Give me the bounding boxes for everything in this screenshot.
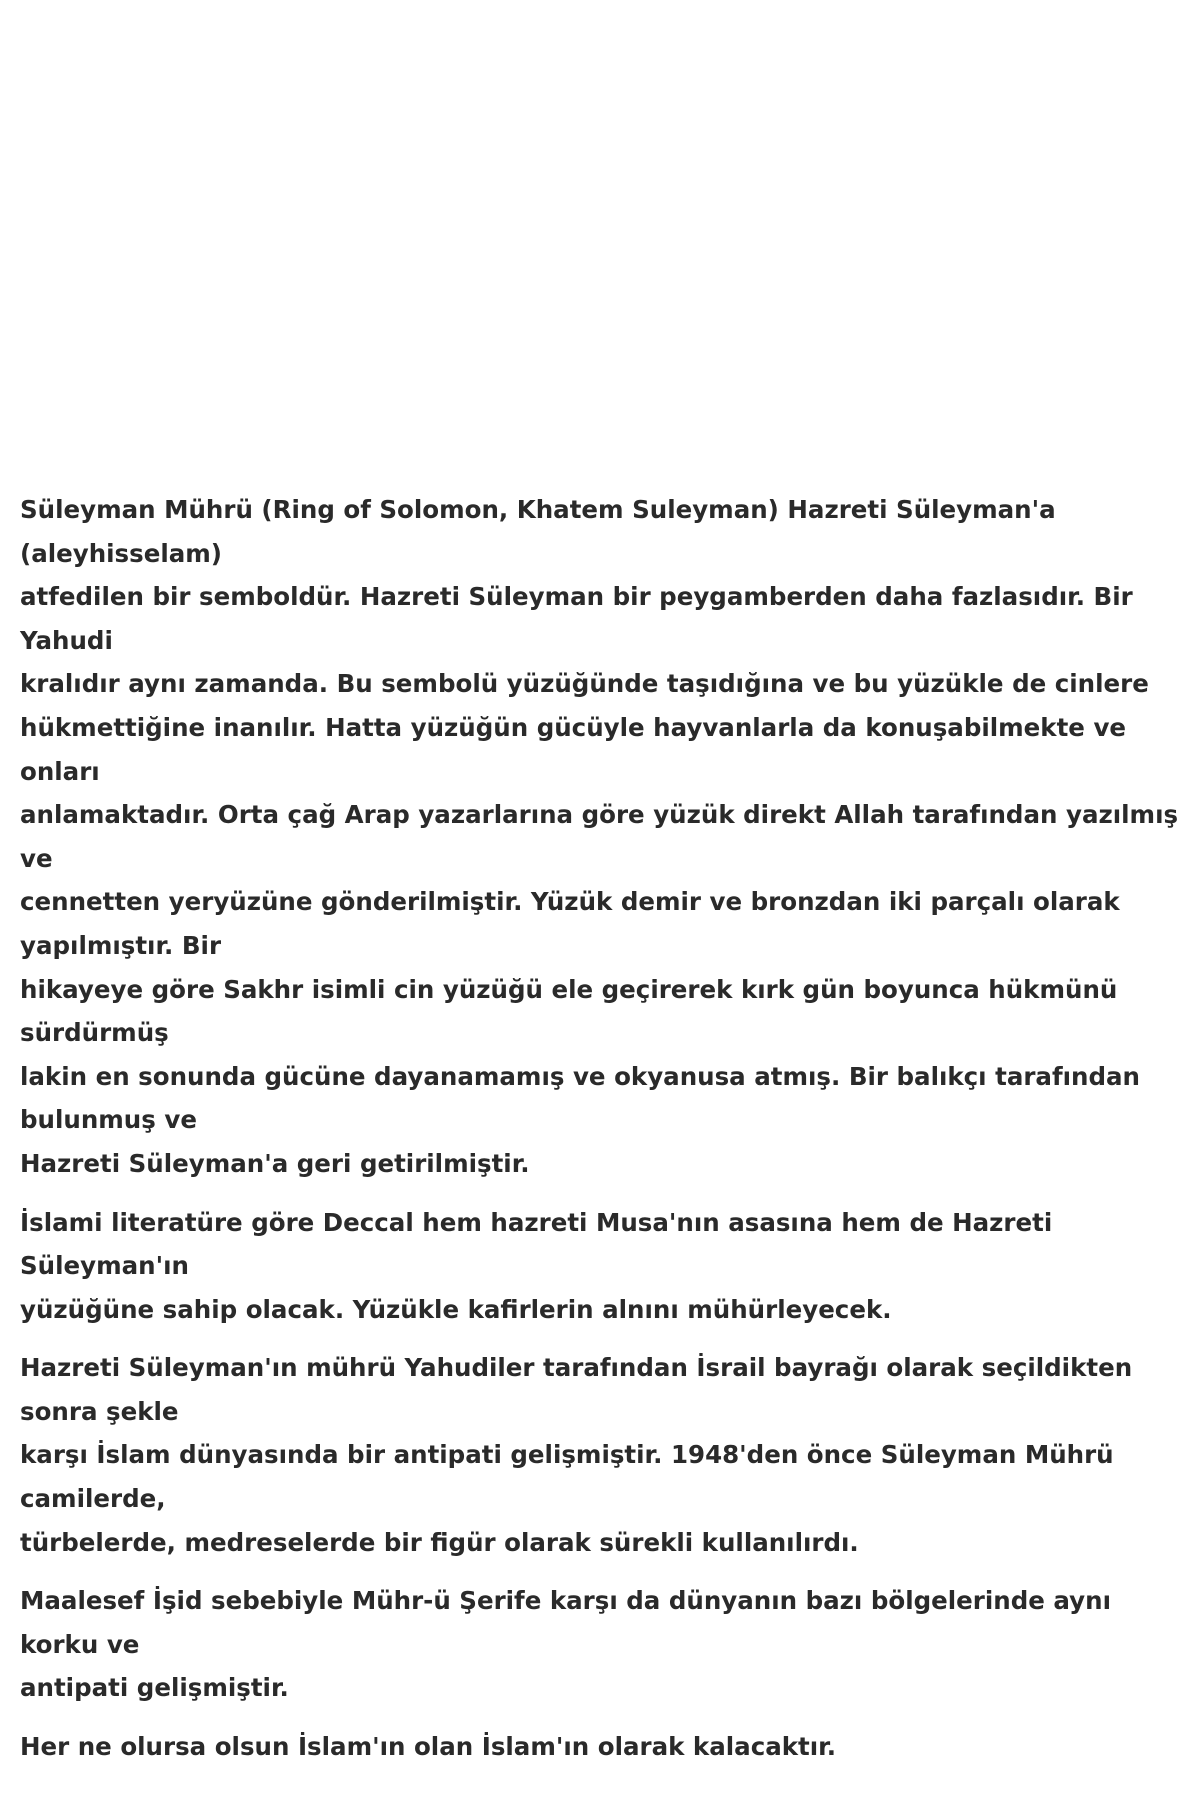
paragraph-conclusion: Her ne olursa olsun İslam'ın olan İslam'ın olarak kalacaktır.: [20, 1732, 837, 1762]
paragraph-israil-bayragi: Hazreti Süleyman'ın mührü Yahudiler tarafından İsrail bayrağı olarak seçildikten sonra şekle karşı İslam dünyasında bir antipati gelişmiştir. 1948'den önce Süleyman Mührü camilerde, türbelerde, medreselerde bir figür olarak sürekli kullanılırdı.: [20, 1353, 1133, 1557]
paragraph-deccal: İslami literatüre göre Deccal hem hazreti Musa'nın asasına hem de Hazreti Süleyman'ın yüzüğüne sahip olacak. Yüzükle kafirlerin alnını mühürleyecek.: [20, 1207, 1053, 1324]
article-body: [20, 488, 1180, 1784]
paragraph-suleyman-muhru: Süleyman Mührü (Ring of Solomon, Khatem Suleyman) Hazreti Süleyman'a (aleyhisselam) atfedilen bir semboldür. Hazreti Süleyman bir peygamberden daha fazlasıdır. Bir Yahudi kralıdır aynı zamanda. Bu sembolü yüzüğünde taşıdığına ve bu yüzükle de cinlere hükmettiğine inanılır. Hatta yüzüğün gücüyle hayvanlarla da konuşabilmekte ve onları anlamaktadır. Orta çağ Arap yazarlarına göre yüzük direkt Allah tarafından yazılmış ve cennetten yeryüzüne gönderilmiştir. Yüzük demir ve bronzdan iki parçalı olarak yapılmıştır. Bir hikayeye göre Sakhr isimli cin yüzüğü ele geçirerek kırk gün boyunca hükmünü sürdürmüş lakin en sonunda gücüne dayanamamış ve okyanusa atmış. Bir balıkçı tarafından bulunmuş ve Hazreti Süleyman'a geri getirilmiştir.: [20, 495, 1179, 1178]
paragraph-isid: Maalesef İşid sebebiyle Mühr-ü Şerife karşı da dünyanın bazı bölgelerinde aynı korku ve antipati gelişmiştir.: [20, 1586, 1111, 1703]
